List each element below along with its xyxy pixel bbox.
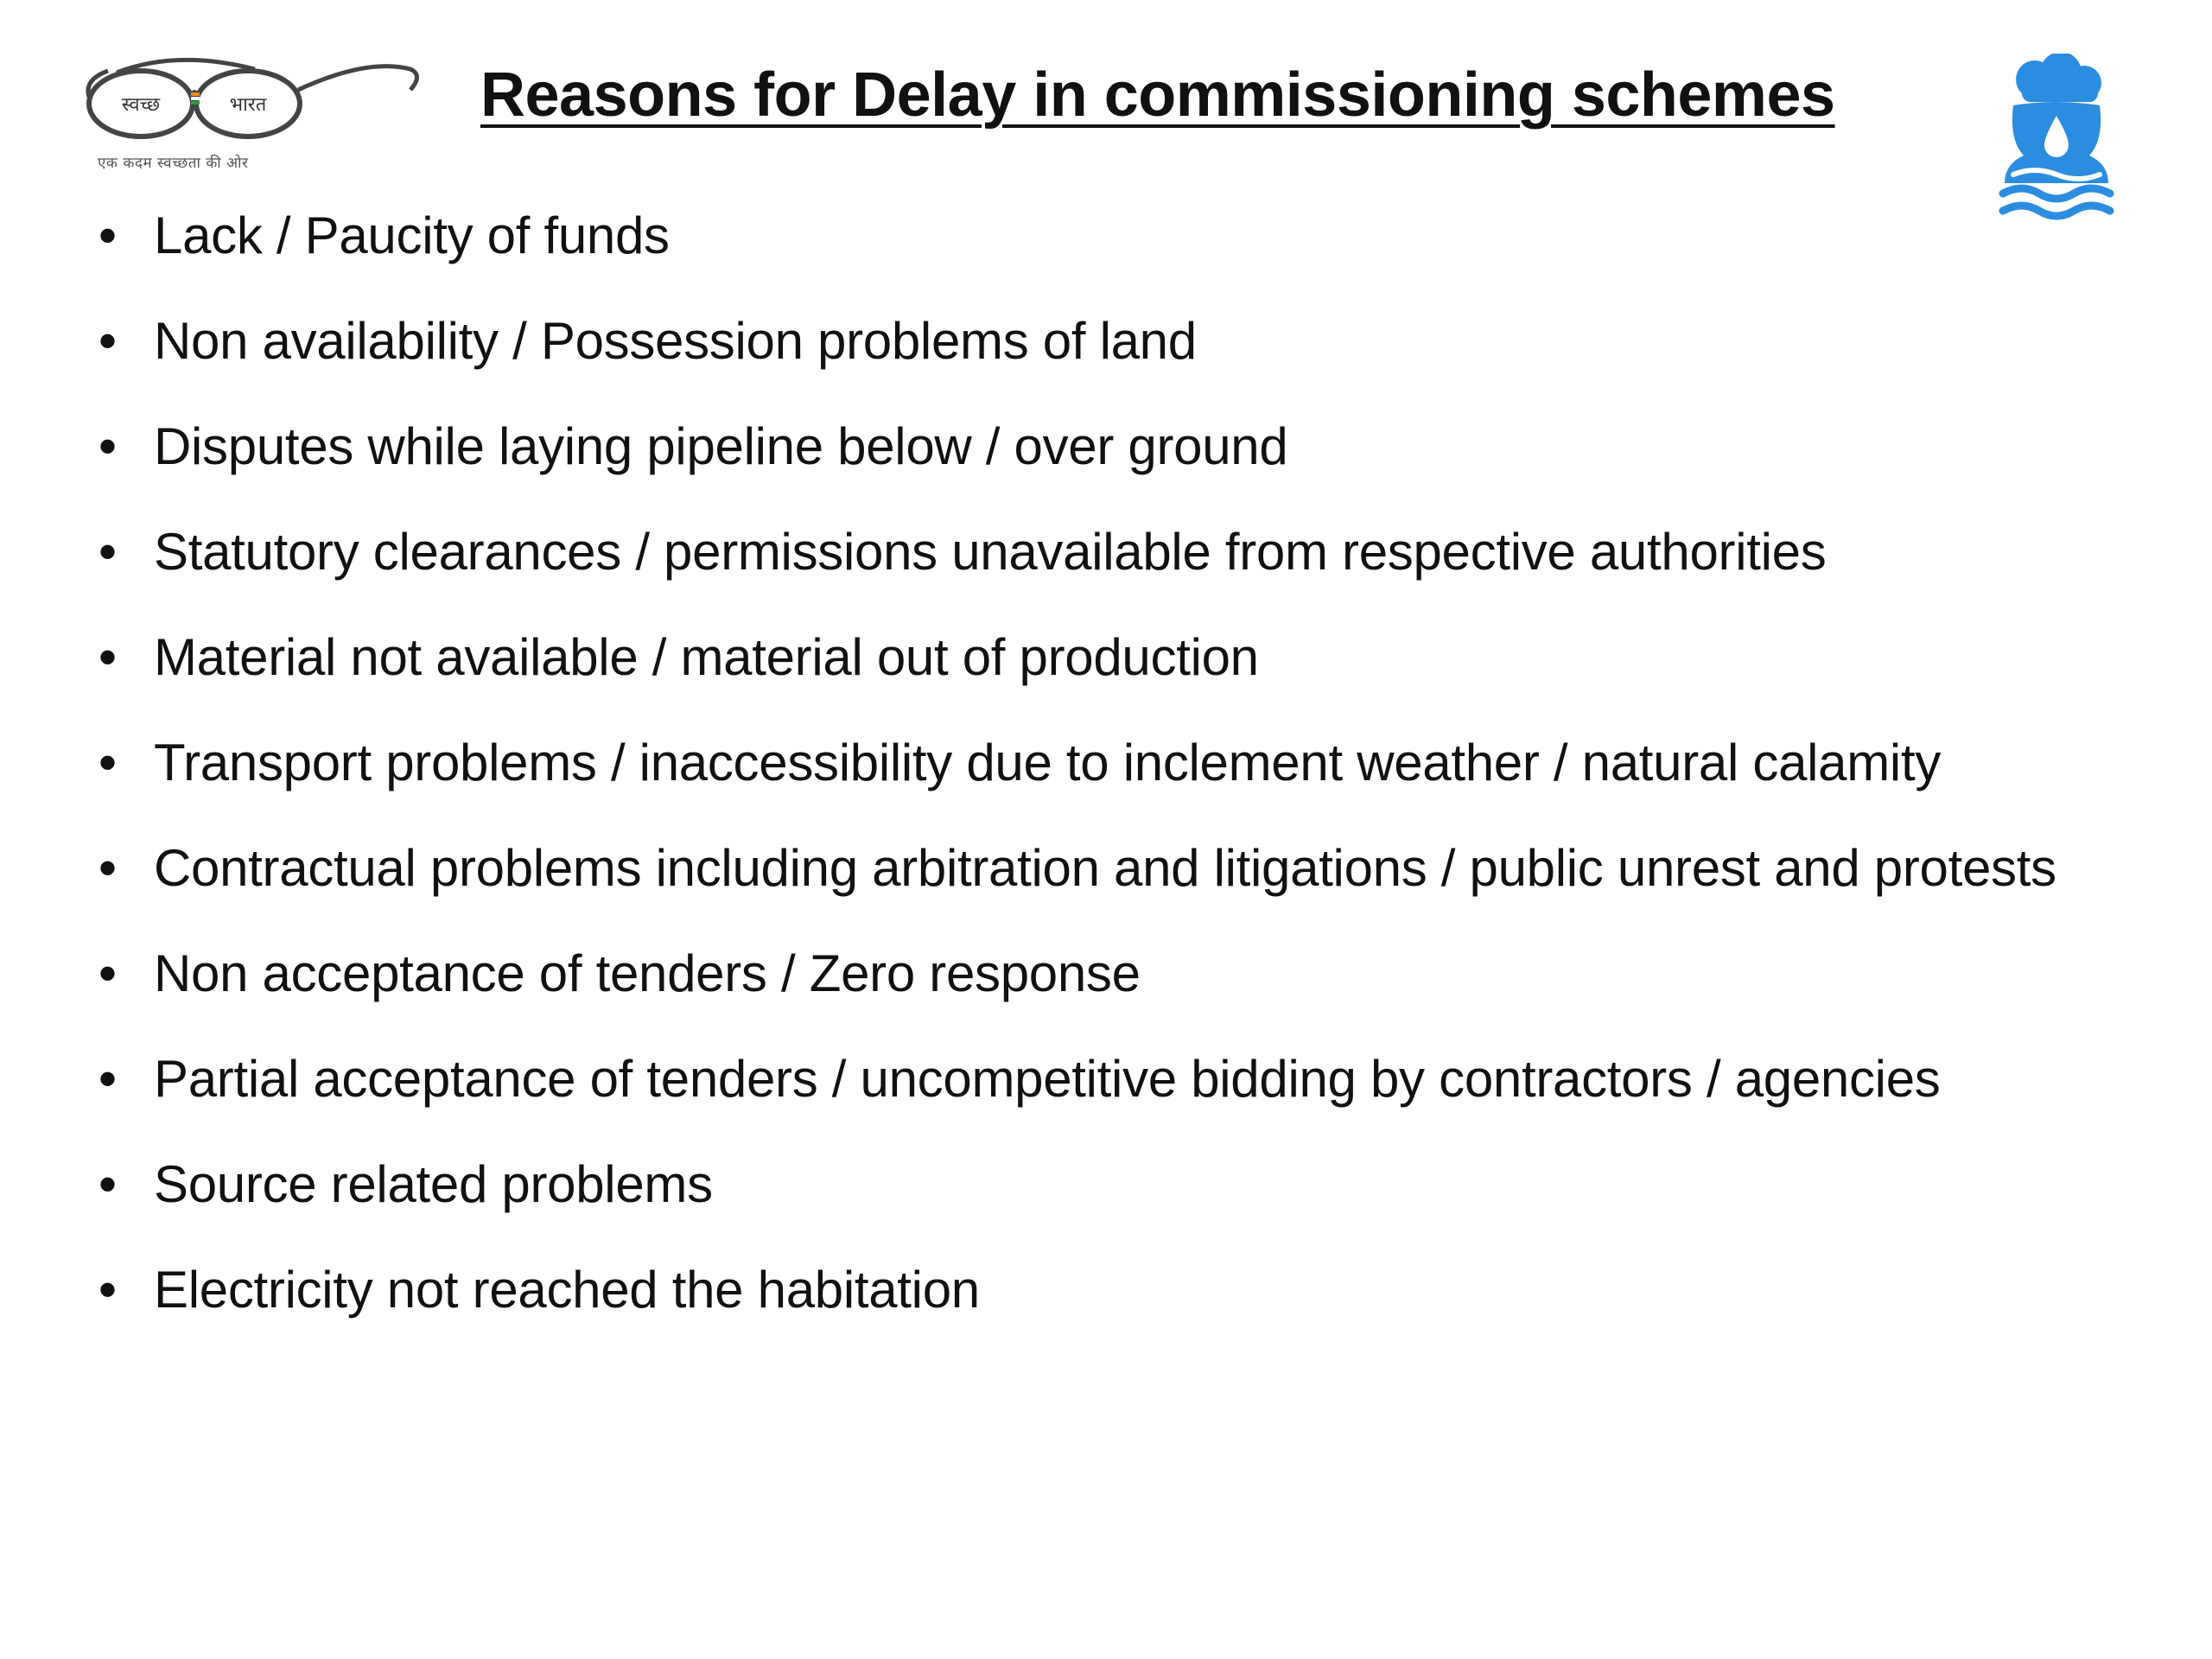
- logo-caption: एक कदम स्वच्छता की ओर: [98, 155, 249, 172]
- bullet-icon: •: [99, 523, 117, 581]
- bullet-icon: •: [99, 1050, 117, 1108]
- list-item-text: Non availability / Possession problems of land: [154, 312, 1197, 370]
- list-item: [95, 1042, 2108, 1116]
- list-item-text: Contractual problems including arbitration and litigations / public unrest and protests: [154, 839, 2056, 897]
- list-item: [95, 199, 2108, 273]
- list-item-text: Statutory clearances / permissions unavailable from respective authorities: [154, 523, 1827, 581]
- bullet-icon: •: [99, 1155, 117, 1213]
- list-item: [95, 831, 2108, 906]
- list-item-text: Material not available / material out of production: [154, 628, 1259, 686]
- bullet-icon: •: [99, 944, 117, 1002]
- list-item: [95, 726, 2108, 800]
- list-item-text: Partial acceptance of tenders / uncompetitive bidding by contractors / agencies: [154, 1050, 1941, 1108]
- list-item: [95, 620, 2108, 695]
- list-item: [95, 937, 2108, 1011]
- left-lens-text: स्वच्छ: [121, 94, 161, 116]
- list-item-text: Transport problems / inaccessibility due to inclement weather / natural calamity: [154, 734, 1942, 791]
- bullet-icon: •: [99, 628, 117, 686]
- list-item-text: Lack / Paucity of funds: [154, 207, 670, 264]
- list-item: [95, 1147, 2108, 1222]
- list-item: [95, 1253, 2108, 1327]
- bullet-icon: •: [99, 1261, 117, 1319]
- bullet-icon: •: [99, 312, 117, 370]
- list-item: [95, 304, 2108, 378]
- slide-title: Reasons for Delay in commissioning schemes: [480, 60, 1835, 130]
- bullet-icon: •: [99, 734, 117, 791]
- list-item: [95, 515, 2108, 589]
- list-item-text: Source related problems: [154, 1155, 713, 1213]
- right-lens-text: भारत: [229, 94, 267, 116]
- bullet-icon: •: [99, 839, 117, 897]
- reasons-list: [95, 199, 2108, 1358]
- list-item-text: Disputes while laying pipeline below / over ground: [154, 417, 1288, 475]
- bullet-icon: •: [99, 207, 117, 264]
- swachh-bharat-logo: [82, 54, 436, 175]
- list-item-text: Non acceptance of tenders / Zero response: [154, 944, 1141, 1002]
- list-item: [95, 410, 2108, 484]
- bullet-icon: •: [99, 417, 117, 475]
- list-item-text: Electricity not reached the habitation: [154, 1261, 980, 1319]
